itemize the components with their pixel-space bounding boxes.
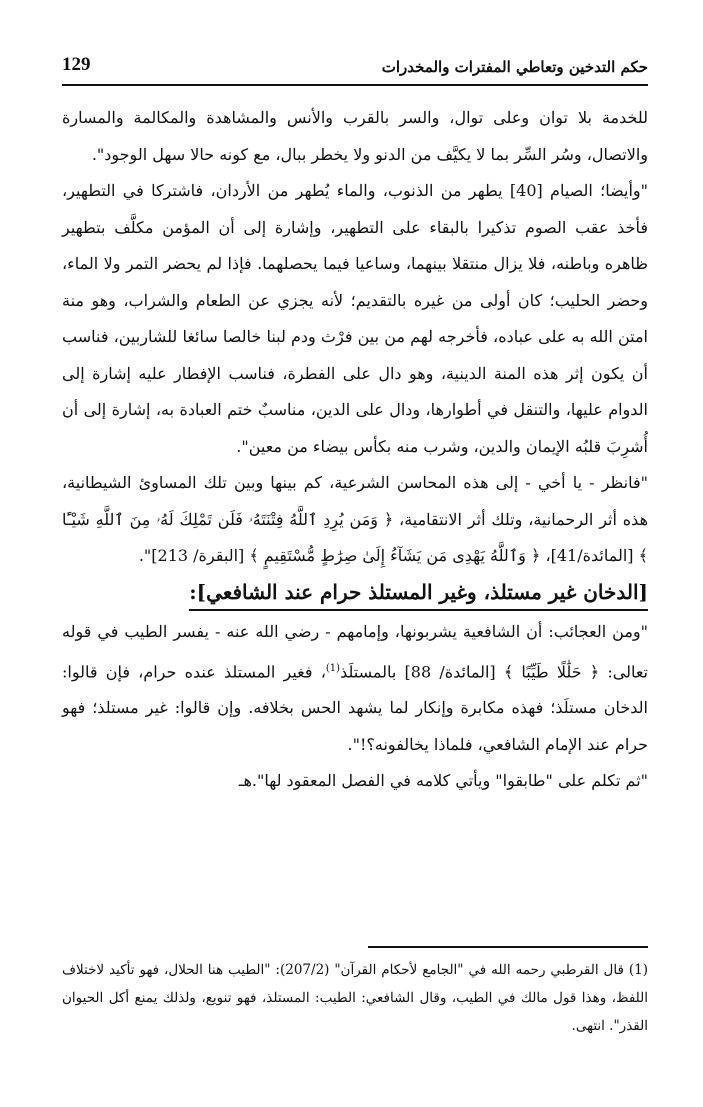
footnote-divider — [368, 946, 648, 948]
paragraph — [62, 614, 648, 763]
running-title: حكم التدخين وتعاطي المفترات والمخدرات — [381, 58, 648, 76]
section-heading-text: [الدخان غير مستلذ، وغير المستلذ حرام عند الشافعي]: — [189, 575, 648, 611]
book-page — [62, 48, 648, 1068]
paragraph: "فانظر - يا أخي - إلى هذه المحاسن الشرعية، كم بينها وبين تلك المساوئ الشيطانية، هذه أثر الرحمانية، وتلك أثر الانتقامية، ﴿ وَمَن يُرِدِ ٱللَّهُ فِتْنَتَهُۥ فَلَن تَمْلِكَ لَهُۥ مِنَ ٱللَّهِ شَيْـًٔا ﴾ [المائدة/41]، ﴿ وَٱللَّهُ يَهْدِى مَن يَشَآءُ إِلَىٰ صِرَٰطٍ مُّسْتَقِيمٍ ﴾ [البقرة/ 213]". — [62, 473, 648, 565]
footnote-ref[interactable]: (1) — [325, 662, 341, 674]
paragraph: "وأيضا؛ الصيام [40] يطهر من الذنوب، والماء يُطهر من الأردان، فاشتركا في التطهير، فأخذ عقب الصوم تذكيرا بالبقاء على التطهير، وإشارة إلى أن المؤمن مكلَّف بتطهير ظاهره وباطنه، فلا يزال منتقلا بينهما، وساعيا فيما يحصلهما. فإذا لم يحضر التمر ولا الماء، وحضر الحليب؛ كان أولى من غيره بالتقديم؛ لأنه يجزي عن الطعام والشراب، وهو منة امتن الله به على عباده، فأخرجه لهم من بين فرْث ودم لبنا خالصا سائغا للشاربين، فناسب أن يكون إثر هذه المنة الدينية، وهو دال على الفطرة، فناسب الإفطار عليه إشارة إلى الدوام عليها، والتنقل في أطوارها، ودال على الدين، مناسبٌ ختم العبادة به، إشارة إلى أن أُشرِبَ قلبُه الإيمان والدين، وشرب منه بكأس بيضاء من معين". — [62, 181, 648, 456]
page-header — [62, 48, 648, 86]
paragraph-text: "ومن العجائب: أن الشافعية يشربونها، وإمامهم - رضي الله عنه - يفسر الطيب في قوله تعالى: ﴿ حَلَٰلًا طَيِّبًا ﴾ [المائدة/ 88] بالمستلَذ — [62, 622, 649, 681]
page-number: 129 — [62, 54, 91, 75]
footnotes — [62, 956, 648, 1040]
section-heading — [62, 575, 648, 613]
paragraph — [62, 763, 648, 800]
paragraph-text: "ثم تكلم على "طابقوا" ويأتي كلامه في الفصل المعقود لها".هـ — [238, 771, 648, 791]
paragraph-text: ، فغير المستلذ عنده حرام، فإن قالوا: الدخان مستلَذ؛ فهذه مكابرة وإنكار لما يشهد الحس بخلافه. وإن قالوا: غير مستلذ؛ فهو حرام عند الإمام الشافعي، فلماذا يخالفونه؟!". — [62, 661, 648, 754]
paragraph: للخدمة بلا توان وعلى توال، والسر بالقرب والأنس والمشاهدة والمكالمة والمسارة والاتصال، وسُر السِّر بما لا يكيَّف من الدنو ولا يخطر ببال، مع كونه حالا سهل الوجود". — [62, 108, 648, 164]
main-text — [62, 100, 648, 800]
footnote: (1) قال القرطبي رحمه الله في "الجامع لأحكام القرآن" (207/2): "الطيب هنا الحلال، فهو تأكيد لاختلاف اللفظ، وهذا قول مالك في الطيب، وقال الشافعي: الطيب: المستلذ، فهو تنويع، ولذلك يمنع أكل الحيوان القذر". انتهى. — [62, 962, 648, 1034]
